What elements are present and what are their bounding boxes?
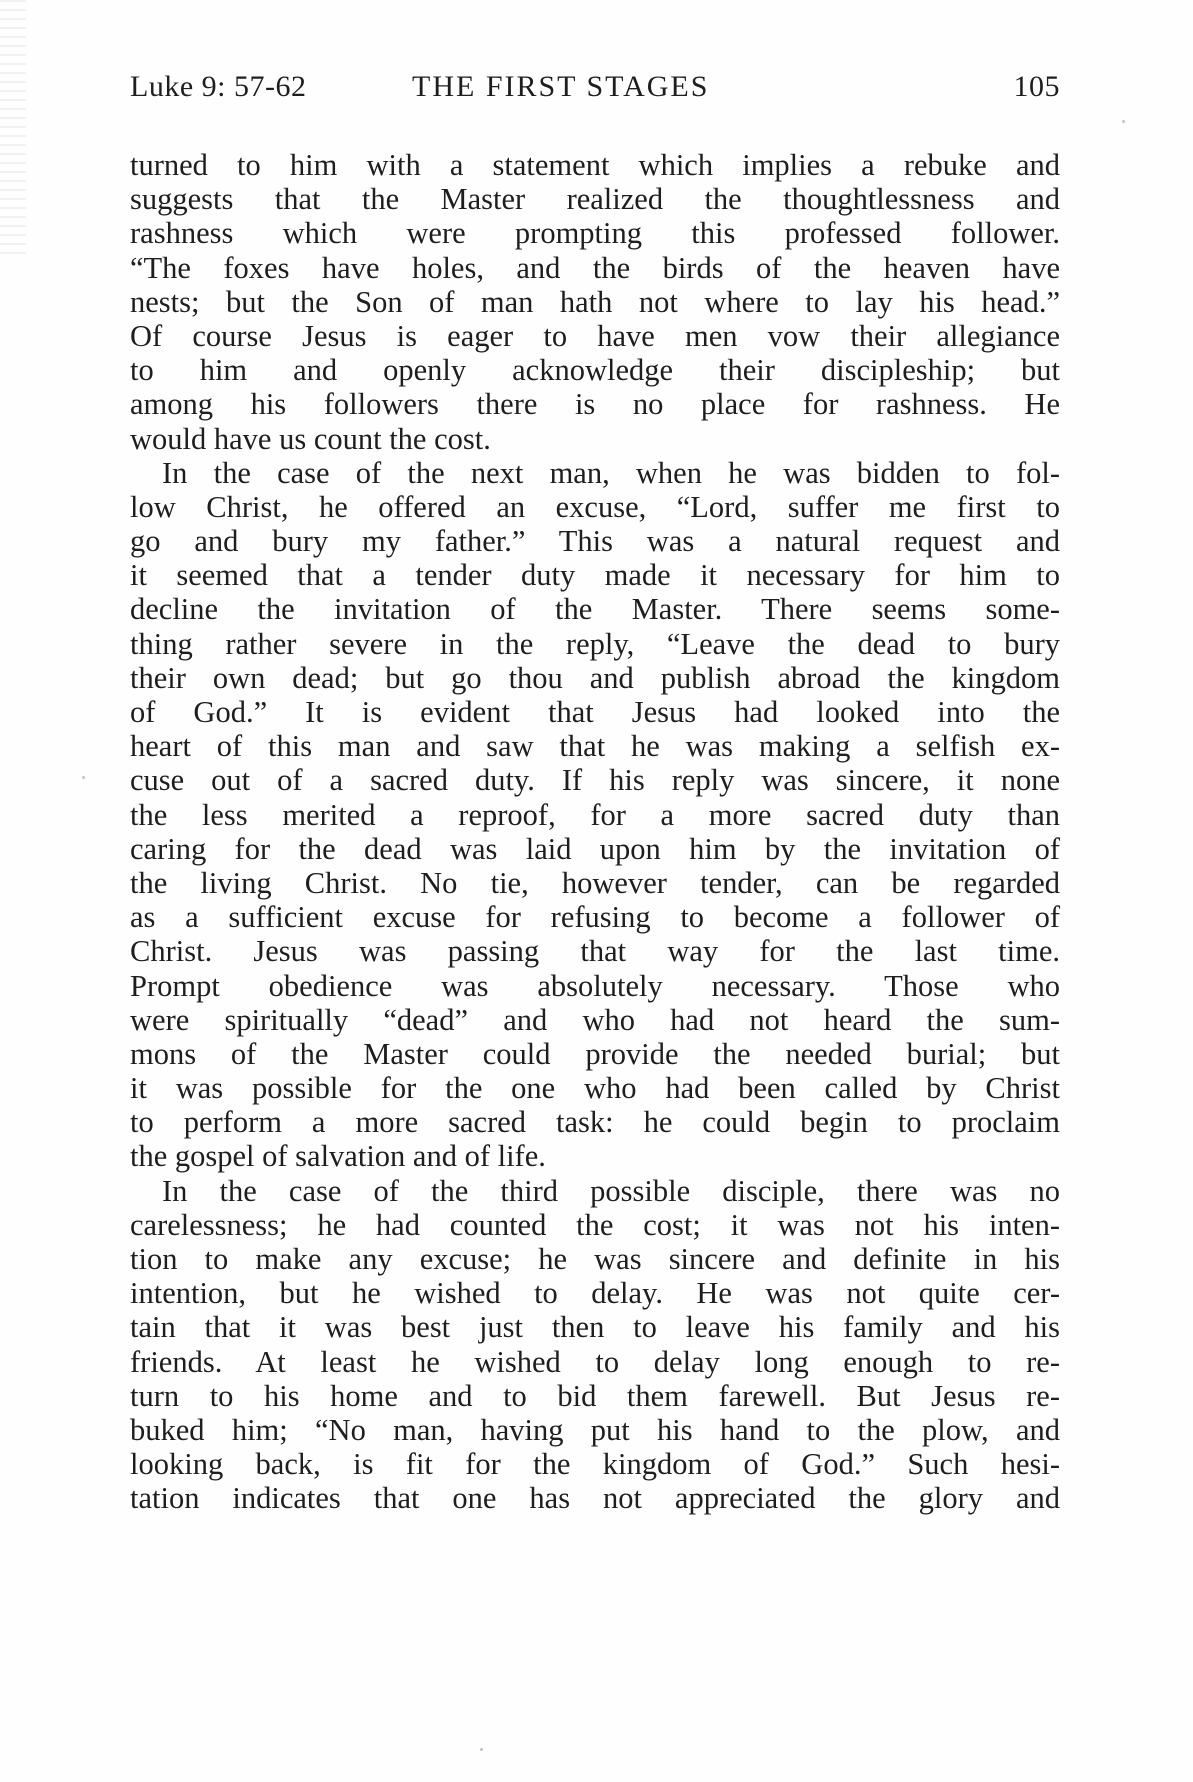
scan-speck [82,776,85,779]
text-line: turn to his home and to bid them farewell. But Jesus re- [130,1378,1060,1413]
scan-speck [1122,120,1125,123]
page-number: 105 [1013,70,1060,103]
paragraph-first-line: In the case of the third possible disciple, there was no [162,1173,1060,1208]
text-line: the living Christ. No tie, however tender, can be regarded [130,865,1060,900]
text-line: were spiritually “dead” and who had not heard the sum- [130,1002,1060,1037]
text-line: Christ. Jesus was passing that way for the last time. [130,934,1060,969]
scan-speck [480,1748,483,1751]
text-line: looking back, is fit for the kingdom of God.” Such hesi- [130,1447,1060,1482]
scripture-reference: Luke 9: 57-62 [130,70,307,103]
page-binding-edge [0,0,26,260]
text-line: the less merited a reproof, for a more sacred duty than [130,797,1060,832]
text-line: thing rather severe in the reply, “Leave the dead to bury [130,626,1060,661]
text-line: tion to make any excuse; he was sincere and definite in his [130,1242,1060,1276]
text-line: tain that it was best just then to leave his family and his [130,1310,1060,1345]
text-line: friends. At least he wished to delay long enough to re- [130,1344,1060,1379]
chapter-title: THE FIRST STAGES [412,70,710,103]
text-line: the gospel of salvation and of life. [130,1139,546,1174]
text-line: nests; but the Son of man hath not where to lay his head.” [130,284,1060,319]
text-line: it was possible for the one who had been called by Christ [130,1071,1060,1106]
text-line: cuse out of a sacred duty. If his reply was sincere, it none [130,763,1060,798]
running-header [130,70,1060,110]
text-line: heart of this man and saw that he was making a selfish ex- [130,729,1060,764]
text-line: would have us count the cost. [130,421,491,456]
text-line: intention, but he wished to delay. He was not quite cer- [130,1276,1060,1311]
text-line: as a sufficient excuse for refusing to become a follower of [130,900,1060,935]
text-line: it seemed that a tender duty made it necessary for him to [130,558,1060,593]
text-line: carelessness; he had counted the cost; it was not his inten- [130,1207,1060,1242]
text-line: decline the invitation of the Master. There seems some- [130,592,1060,627]
text-line: suggests that the Master realized the thoughtlessness and [130,182,1060,217]
text-line: “The foxes have holes, and the birds of the heaven have [130,250,1060,285]
text-line: tation indicates that one has not appreciated the glory and [130,1481,1060,1516]
text-line: among his followers there is no place for rashness. He [130,387,1060,422]
text-line: caring for the dead was laid upon him by the invitation of [130,831,1060,866]
text-line: go and bury my father.” This was a natural request and [130,524,1060,559]
text-line: Prompt obedience was absolutely necessary. Those who [130,968,1060,1003]
text-line: turned to him with a statement which implies a rebuke and [130,148,1060,182]
text-line: of God.” It is evident that Jesus had looked into the [130,695,1060,729]
text-line: their own dead; but go thou and publish abroad the kingdom [130,660,1060,695]
text-line: rashness which were prompting this professed follower. [130,216,1060,251]
text-line: to him and openly acknowledge their discipleship; but [130,353,1060,388]
text-line: to perform a more sacred task: he could begin to proclaim [130,1105,1060,1140]
text-line: buked him; “No man, having put his hand to the plow, and [130,1412,1060,1447]
text-line: mons of the Master could provide the needed burial; but [130,1036,1060,1071]
text-line: Of course Jesus is eager to have men vow their allegiance [130,318,1060,353]
text-line: low Christ, he offered an excuse, “Lord, suffer me first to [130,489,1060,524]
paragraph-first-line: In the case of the next man, when he was bidden to fol- [162,455,1060,490]
body-text [130,148,1060,1516]
